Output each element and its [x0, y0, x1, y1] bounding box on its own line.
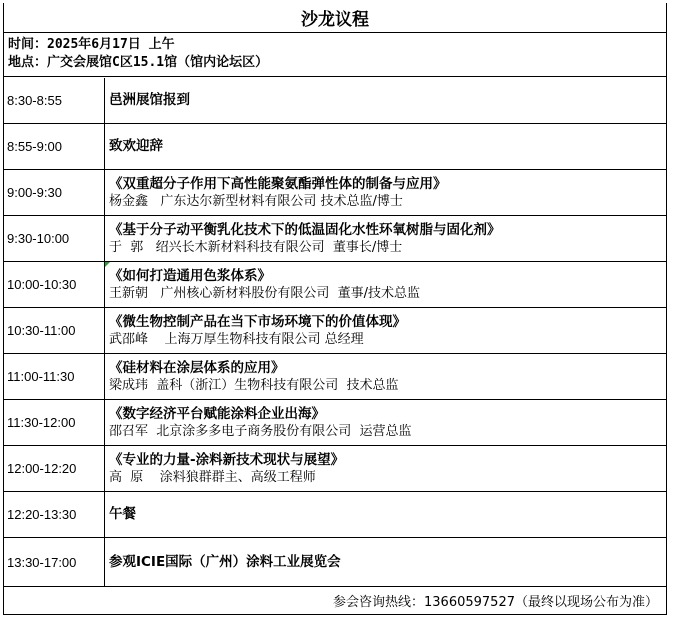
agenda-row — [4, 78, 666, 124]
row-speaker: 武邵峰 上海万厚生物科技有限公司 总经理 — [109, 331, 364, 347]
row-topic: 《基于分子动平衡乳化技术下的低温固化水性环氧树脂与固化剂》 — [109, 221, 501, 238]
row-speaker: 王新朝 广州核心新材料股份有限公司 董事/技术总监 — [109, 285, 421, 301]
row-time: 13:30-17:00 — [4, 538, 105, 586]
row-time: 9:30-10:00 — [4, 216, 105, 261]
agenda-row — [4, 124, 666, 170]
event-time: 时间：2025年6月17日 上午 — [8, 37, 175, 52]
row-speaker: 邵召军 北京涂多多电子商务股份有限公司 运营总监 — [109, 423, 412, 439]
row-topic: 《如何打造通用色浆体系》 — [109, 267, 271, 284]
row-topic: 致欢迎辞 — [109, 138, 163, 154]
agenda-row — [4, 216, 666, 262]
row-topic: 邑洲展馆报到 — [109, 92, 190, 108]
event-info — [4, 33, 666, 77]
cell-comment-marker — [105, 262, 110, 267]
agenda-row — [4, 400, 666, 446]
row-topic: 参观ICIE国际（广州）涂料工业展览会 — [109, 553, 341, 570]
row-time: 8:55-9:00 — [4, 124, 105, 169]
row-topic: 《微生物控制产品在当下市场环境下的价值体现》 — [109, 313, 406, 330]
row-topic: 《双重超分子作用下高性能聚氨酯弹性体的制备与应用》 — [109, 175, 447, 192]
agenda-sheet — [3, 3, 667, 615]
row-time: 11:00-11:30 — [4, 354, 105, 399]
row-time: 8:30-8:55 — [4, 78, 105, 123]
row-topic: 午餐 — [109, 506, 136, 522]
row-speaker: 高 原 涂料狼群群主、高级工程师 — [109, 469, 316, 485]
row-time: 12:20-13:30 — [4, 492, 105, 537]
agenda-row — [4, 492, 666, 538]
row-time: 12:00-12:20 — [4, 446, 105, 491]
row-topic: 《专业的力量-涂料新技术现状与展望》 — [109, 451, 345, 468]
agenda-row — [4, 308, 666, 354]
agenda-row — [4, 538, 666, 587]
agenda-row — [4, 170, 666, 216]
agenda-row — [4, 446, 666, 492]
row-topic: 《数字经济平台赋能涂料企业出海》 — [109, 405, 325, 422]
row-time: 10:30-11:00 — [4, 308, 105, 353]
agenda-title: 沙龙议程 — [4, 3, 666, 33]
contact-hotline: 参会咨询热线：13660597527（最终以现场公布为准） — [4, 587, 666, 615]
row-speaker: 杨金鑫 广东达尔新型材料有限公司 技术总监/博士 — [109, 193, 403, 209]
row-speaker: 于 郭 绍兴长木新材料科技有限公司 董事长/博士 — [109, 239, 403, 255]
row-time: 9:00-9:30 — [4, 170, 105, 215]
row-time: 11:30-12:00 — [4, 400, 105, 445]
row-topic: 《硅材料在涂层体系的应用》 — [109, 359, 285, 376]
agenda-row — [4, 262, 666, 308]
row-speaker: 梁成玮 盖科（浙江）生物科技有限公司 技术总监 — [109, 377, 399, 393]
agenda-row — [4, 354, 666, 400]
row-time: 10:00-10:30 — [4, 262, 105, 307]
event-place: 地点：广交会展馆C区15.1馆（馆内论坛区） — [8, 55, 269, 70]
